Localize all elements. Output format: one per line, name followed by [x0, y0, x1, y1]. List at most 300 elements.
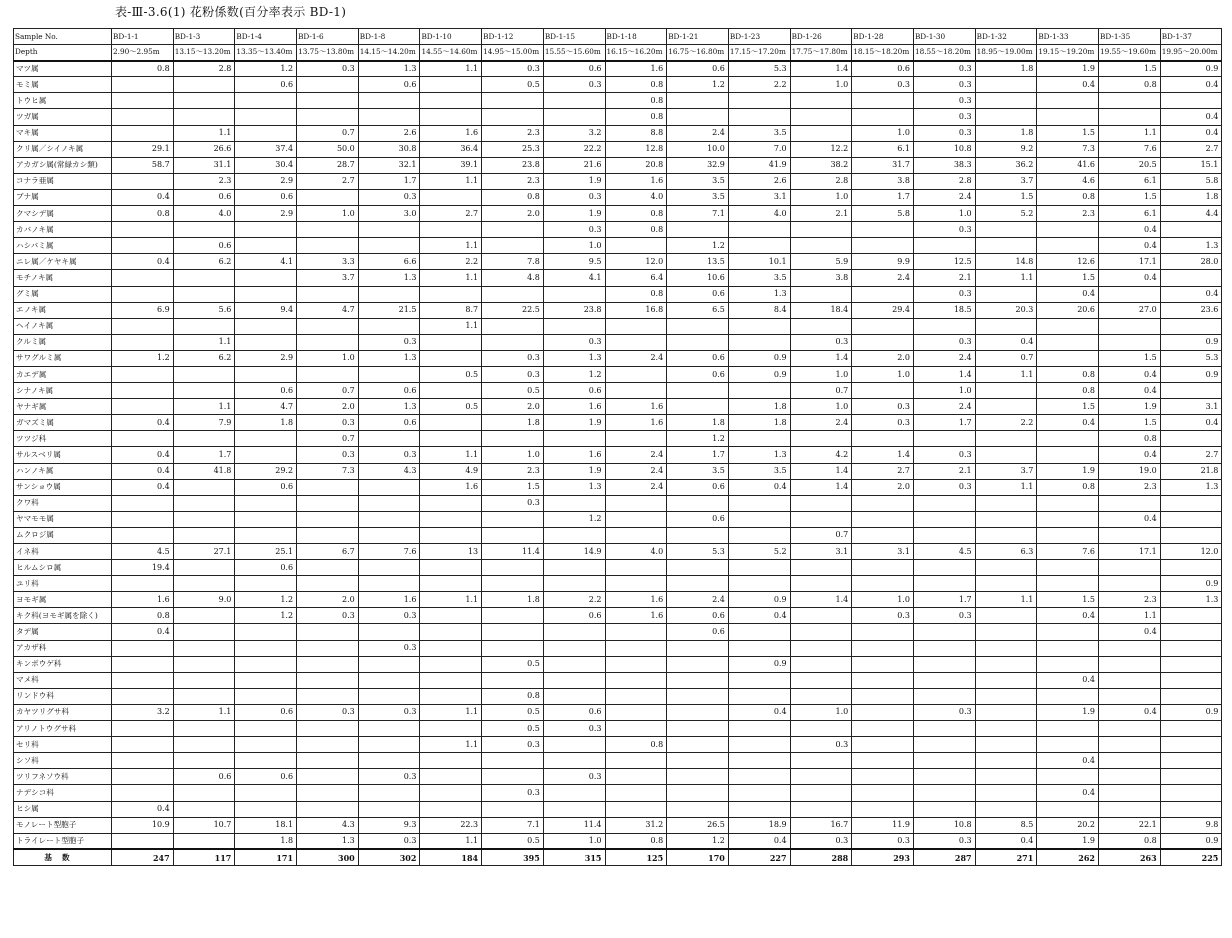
value-cell: 0.9 [1160, 833, 1222, 849]
value-cell [975, 511, 1037, 527]
value-cell [1037, 737, 1099, 753]
value-cell: 1.4 [852, 447, 914, 463]
value-cell [543, 656, 605, 672]
value-cell [420, 527, 482, 543]
value-cell: 2.9 [235, 173, 297, 189]
value-cell [482, 672, 544, 688]
taxon-name-cell: モミ属 [14, 77, 112, 93]
value-cell: 11.9 [852, 817, 914, 833]
value-cell: 0.8 [482, 189, 544, 205]
value-cell [173, 511, 235, 527]
total-value-cell: 287 [913, 849, 975, 865]
value-cell [482, 527, 544, 543]
value-cell: 4.2 [790, 447, 852, 463]
value-cell [975, 753, 1037, 769]
value-cell: 9.4 [235, 302, 297, 318]
value-cell: 0.8 [605, 206, 667, 222]
value-cell [420, 624, 482, 640]
value-cell: 0.3 [297, 608, 359, 624]
value-cell [543, 576, 605, 592]
value-cell: 41.6 [1037, 157, 1099, 173]
value-cell: 0.6 [543, 383, 605, 399]
total-value-cell: 171 [235, 849, 297, 865]
value-cell: 1.2 [112, 350, 174, 366]
value-cell: 2.9 [235, 350, 297, 366]
value-cell: 1.6 [420, 479, 482, 495]
value-cell [1037, 527, 1099, 543]
taxon-name-cell: サルスベリ属 [14, 447, 112, 463]
value-cell [1099, 495, 1161, 511]
value-cell [358, 560, 420, 576]
value-cell [297, 527, 359, 543]
value-cell: 0.3 [358, 334, 420, 350]
value-cell: 1.4 [790, 479, 852, 495]
value-cell [173, 77, 235, 93]
total-value-cell: 395 [482, 849, 544, 865]
value-cell: 7.9 [173, 415, 235, 431]
value-cell [235, 109, 297, 125]
value-cell [1037, 109, 1099, 125]
value-cell [173, 721, 235, 737]
value-cell: 4.0 [605, 189, 667, 205]
value-cell [667, 576, 729, 592]
value-cell: 6.4 [605, 270, 667, 286]
table-row [14, 415, 1222, 431]
value-cell [852, 704, 914, 720]
value-cell [543, 431, 605, 447]
value-cell [297, 721, 359, 737]
value-cell [112, 640, 174, 656]
value-cell: 0.8 [1037, 479, 1099, 495]
value-cell [420, 576, 482, 592]
value-cell: 1.0 [482, 447, 544, 463]
value-cell: 9.8 [1160, 817, 1222, 833]
value-cell: 22.2 [543, 141, 605, 157]
value-cell [173, 672, 235, 688]
table-row [14, 672, 1222, 688]
value-cell: 1.1 [420, 704, 482, 720]
taxon-name-cell: シナノキ属 [14, 383, 112, 399]
value-cell: 6.1 [852, 141, 914, 157]
value-cell: 0.4 [1037, 753, 1099, 769]
value-cell [1037, 431, 1099, 447]
value-cell: 0.3 [913, 479, 975, 495]
value-cell: 1.3 [358, 270, 420, 286]
value-cell [728, 801, 790, 817]
value-cell [852, 624, 914, 640]
value-cell: 0.3 [543, 189, 605, 205]
value-cell: 1.1 [173, 704, 235, 720]
value-cell [543, 93, 605, 109]
value-cell [975, 769, 1037, 785]
pollen-table [13, 28, 1222, 866]
value-cell [728, 737, 790, 753]
value-cell: 20.3 [975, 302, 1037, 318]
value-cell: 4.3 [297, 817, 359, 833]
value-cell: 1.1 [420, 173, 482, 189]
value-cell [1160, 270, 1222, 286]
value-cell [667, 399, 729, 415]
value-cell [667, 721, 729, 737]
value-cell [605, 383, 667, 399]
value-cell: 5.2 [728, 544, 790, 560]
value-cell [605, 495, 667, 511]
value-cell: 1.2 [235, 61, 297, 77]
value-cell [975, 238, 1037, 254]
value-cell [728, 785, 790, 801]
value-cell [1160, 721, 1222, 737]
value-cell: 1.1 [420, 833, 482, 849]
value-cell: 12.2 [790, 141, 852, 157]
value-cell [173, 366, 235, 382]
value-cell [1099, 640, 1161, 656]
value-cell [1160, 222, 1222, 238]
value-cell [913, 511, 975, 527]
value-cell [975, 495, 1037, 511]
value-cell: 10.7 [173, 817, 235, 833]
value-cell [667, 656, 729, 672]
value-cell [112, 495, 174, 511]
value-cell [1099, 785, 1161, 801]
total-value-cell: 227 [728, 849, 790, 865]
value-cell [1099, 656, 1161, 672]
value-cell: 0.6 [235, 479, 297, 495]
value-cell [420, 640, 482, 656]
value-cell [235, 688, 297, 704]
value-cell [790, 511, 852, 527]
value-cell: 1.3 [1160, 479, 1222, 495]
value-cell: 0.4 [1037, 77, 1099, 93]
value-cell: 0.4 [1160, 77, 1222, 93]
taxon-name-cell: ツリフネソウ科 [14, 769, 112, 785]
value-cell: 5.6 [173, 302, 235, 318]
value-cell [605, 624, 667, 640]
value-cell [358, 286, 420, 302]
value-cell [852, 431, 914, 447]
value-cell: 1.9 [543, 173, 605, 189]
value-cell [112, 173, 174, 189]
taxon-name-cell: ニレ属／ケヤキ属 [14, 254, 112, 270]
value-cell: 5.2 [975, 206, 1037, 222]
value-cell [297, 286, 359, 302]
value-cell: 2.7 [420, 206, 482, 222]
value-cell: 1.2 [667, 77, 729, 93]
value-cell [852, 238, 914, 254]
value-cell: 6.2 [173, 350, 235, 366]
value-cell [482, 286, 544, 302]
value-cell [235, 656, 297, 672]
value-cell: 0.6 [667, 479, 729, 495]
value-cell [913, 318, 975, 334]
value-cell: 10.6 [667, 270, 729, 286]
value-cell [420, 785, 482, 801]
value-cell: 0.3 [852, 608, 914, 624]
value-cell [297, 109, 359, 125]
value-cell: 0.3 [913, 93, 975, 109]
value-cell: 1.1 [173, 399, 235, 415]
value-cell: 0.6 [358, 415, 420, 431]
sample-header-cell: BD-1-10 [420, 29, 482, 45]
value-cell: 5.8 [1160, 173, 1222, 189]
value-cell [235, 672, 297, 688]
value-cell: 2.0 [852, 350, 914, 366]
value-cell: 1.7 [173, 447, 235, 463]
value-cell: 11.4 [543, 817, 605, 833]
value-cell: 2.4 [605, 479, 667, 495]
value-cell: 2.4 [913, 350, 975, 366]
value-cell [605, 334, 667, 350]
value-cell: 6.3 [975, 544, 1037, 560]
value-cell [913, 560, 975, 576]
value-cell: 0.3 [913, 77, 975, 93]
table-row [14, 688, 1222, 704]
value-cell [728, 576, 790, 592]
value-cell: 0.5 [482, 704, 544, 720]
value-cell: 6.9 [112, 302, 174, 318]
taxon-name-cell: ツツジ科 [14, 431, 112, 447]
value-cell [173, 222, 235, 238]
value-cell [790, 125, 852, 141]
value-cell [112, 527, 174, 543]
value-cell: 1.2 [543, 366, 605, 382]
value-cell: 2.0 [482, 206, 544, 222]
value-cell: 1.6 [605, 399, 667, 415]
value-cell: 1.2 [235, 592, 297, 608]
value-cell: 3.7 [975, 173, 1037, 189]
value-cell [173, 785, 235, 801]
value-cell: 20.5 [1099, 157, 1161, 173]
value-cell: 0.3 [297, 704, 359, 720]
taxon-name-cell: モチノキ属 [14, 270, 112, 286]
value-cell: 0.3 [790, 737, 852, 753]
value-cell: 23.6 [1160, 302, 1222, 318]
value-cell: 13 [420, 544, 482, 560]
value-cell [852, 93, 914, 109]
depth-header-cell: 17.15～17.20m [728, 45, 790, 61]
value-cell: 1.8 [667, 415, 729, 431]
value-cell: 29.2 [235, 463, 297, 479]
taxon-name-cell: ハシバミ属 [14, 238, 112, 254]
value-cell: 1.9 [543, 206, 605, 222]
value-cell: 0.3 [543, 334, 605, 350]
value-cell: 1.1 [173, 125, 235, 141]
value-cell: 2.4 [605, 350, 667, 366]
table-row [14, 173, 1222, 189]
value-cell: 19.4 [112, 560, 174, 576]
value-cell [420, 656, 482, 672]
value-cell [420, 608, 482, 624]
value-cell: 2.7 [297, 173, 359, 189]
value-cell: 1.2 [667, 431, 729, 447]
value-cell: 7.3 [297, 463, 359, 479]
value-cell [667, 640, 729, 656]
value-cell: 0.8 [605, 77, 667, 93]
total-value-cell: 263 [1099, 849, 1161, 865]
value-cell: 0.9 [1160, 704, 1222, 720]
value-cell: 7.6 [1099, 141, 1161, 157]
value-cell: 3.1 [790, 544, 852, 560]
value-cell [297, 238, 359, 254]
taxon-name-cell: カヤツリグサ科 [14, 704, 112, 720]
value-cell [728, 222, 790, 238]
value-cell [173, 479, 235, 495]
value-cell [235, 495, 297, 511]
value-cell [975, 222, 1037, 238]
table-title: 表-Ⅲ-3.6(1) 花粉係数(百分率表示 BD-1) [115, 5, 347, 19]
value-cell: 41.9 [728, 157, 790, 173]
value-cell: 12.0 [605, 254, 667, 270]
value-cell: 0.3 [790, 833, 852, 849]
table-row [14, 544, 1222, 560]
value-cell: 8.4 [728, 302, 790, 318]
value-cell: 0.6 [852, 61, 914, 77]
value-cell: 4.6 [1037, 173, 1099, 189]
value-cell [235, 801, 297, 817]
value-cell [482, 511, 544, 527]
value-cell: 8.7 [420, 302, 482, 318]
value-cell [235, 222, 297, 238]
value-cell: 21.5 [358, 302, 420, 318]
value-cell: 0.4 [1099, 222, 1161, 238]
value-cell [420, 672, 482, 688]
value-cell [790, 560, 852, 576]
value-cell: 2.1 [913, 463, 975, 479]
value-cell [975, 560, 1037, 576]
value-cell [728, 383, 790, 399]
value-cell [975, 688, 1037, 704]
value-cell: 5.8 [852, 206, 914, 222]
value-cell: 0.5 [482, 833, 544, 849]
value-cell: 0.8 [605, 286, 667, 302]
value-cell [1037, 511, 1099, 527]
table-row [14, 576, 1222, 592]
value-cell: 7.6 [358, 544, 420, 560]
value-cell [482, 753, 544, 769]
value-cell: 1.1 [975, 479, 1037, 495]
value-cell [975, 624, 1037, 640]
value-cell: 6.1 [1099, 206, 1161, 222]
depth-header-cell: 13.15～13.20m [173, 45, 235, 61]
value-cell: 4.7 [297, 302, 359, 318]
value-cell [667, 704, 729, 720]
table-row [14, 431, 1222, 447]
value-cell: 1.1 [420, 447, 482, 463]
value-cell: 0.3 [852, 399, 914, 415]
value-cell [358, 222, 420, 238]
value-cell [112, 656, 174, 672]
value-cell: 1.1 [1099, 608, 1161, 624]
value-cell: 3.7 [975, 463, 1037, 479]
value-cell: 0.6 [543, 704, 605, 720]
value-cell [1037, 640, 1099, 656]
value-cell: 1.4 [913, 366, 975, 382]
table-row [14, 334, 1222, 350]
value-cell [728, 93, 790, 109]
value-cell: 13.5 [667, 254, 729, 270]
value-cell: 30.8 [358, 141, 420, 157]
value-cell: 0.7 [975, 350, 1037, 366]
value-cell: 1.5 [482, 479, 544, 495]
value-cell: 0.4 [728, 704, 790, 720]
table-row [14, 157, 1222, 173]
value-cell: 0.8 [605, 222, 667, 238]
value-cell: 2.0 [852, 479, 914, 495]
value-cell: 1.0 [790, 366, 852, 382]
value-cell: 29.1 [112, 141, 174, 157]
value-cell [173, 286, 235, 302]
total-value-cell: 247 [112, 849, 174, 865]
value-cell [420, 511, 482, 527]
value-cell: 0.3 [543, 77, 605, 93]
value-cell: 0.6 [235, 769, 297, 785]
value-cell: 0.7 [297, 125, 359, 141]
value-cell: 1.9 [543, 415, 605, 431]
value-cell: 0.9 [1160, 366, 1222, 382]
value-cell: 0.3 [913, 334, 975, 350]
value-cell [913, 753, 975, 769]
value-cell: 32.1 [358, 157, 420, 173]
value-cell: 0.7 [790, 527, 852, 543]
value-cell [852, 640, 914, 656]
sample-header-cell: BD-1-4 [235, 29, 297, 45]
value-cell: 1.1 [975, 270, 1037, 286]
value-cell [297, 656, 359, 672]
value-cell [173, 270, 235, 286]
value-cell [852, 527, 914, 543]
value-cell [235, 640, 297, 656]
value-cell: 0.7 [297, 431, 359, 447]
value-cell [482, 431, 544, 447]
value-cell [1037, 576, 1099, 592]
value-cell: 2.0 [297, 592, 359, 608]
table-row [14, 479, 1222, 495]
value-cell [1037, 721, 1099, 737]
sample-header-cell: BD-1-23 [728, 29, 790, 45]
value-cell [913, 238, 975, 254]
value-cell [358, 656, 420, 672]
value-cell: 0.6 [667, 511, 729, 527]
value-cell: 1.8 [975, 61, 1037, 77]
value-cell [852, 222, 914, 238]
value-cell [1037, 656, 1099, 672]
value-cell: 0.3 [482, 737, 544, 753]
table-row [14, 254, 1222, 270]
sample-header-cell: BD-1-32 [975, 29, 1037, 45]
value-cell: 1.3 [358, 350, 420, 366]
value-cell [852, 656, 914, 672]
value-cell: 1.4 [790, 463, 852, 479]
total-value-cell: 225 [1160, 849, 1222, 865]
value-cell [1099, 801, 1161, 817]
value-cell [1160, 801, 1222, 817]
value-cell [173, 753, 235, 769]
value-cell [852, 769, 914, 785]
value-cell: 22.1 [1099, 817, 1161, 833]
taxon-name-cell: リンドウ科 [14, 688, 112, 704]
value-cell: 18.1 [235, 817, 297, 833]
value-cell: 38.3 [913, 157, 975, 173]
value-cell [1160, 769, 1222, 785]
value-cell: 1.0 [790, 399, 852, 415]
value-cell: 3.5 [728, 270, 790, 286]
value-cell: 0.3 [482, 495, 544, 511]
value-cell [852, 383, 914, 399]
value-cell [975, 431, 1037, 447]
taxon-name-cell: モノレート型胞子 [14, 817, 112, 833]
value-cell [543, 753, 605, 769]
value-cell: 1.3 [1160, 592, 1222, 608]
value-cell: 1.6 [543, 399, 605, 415]
